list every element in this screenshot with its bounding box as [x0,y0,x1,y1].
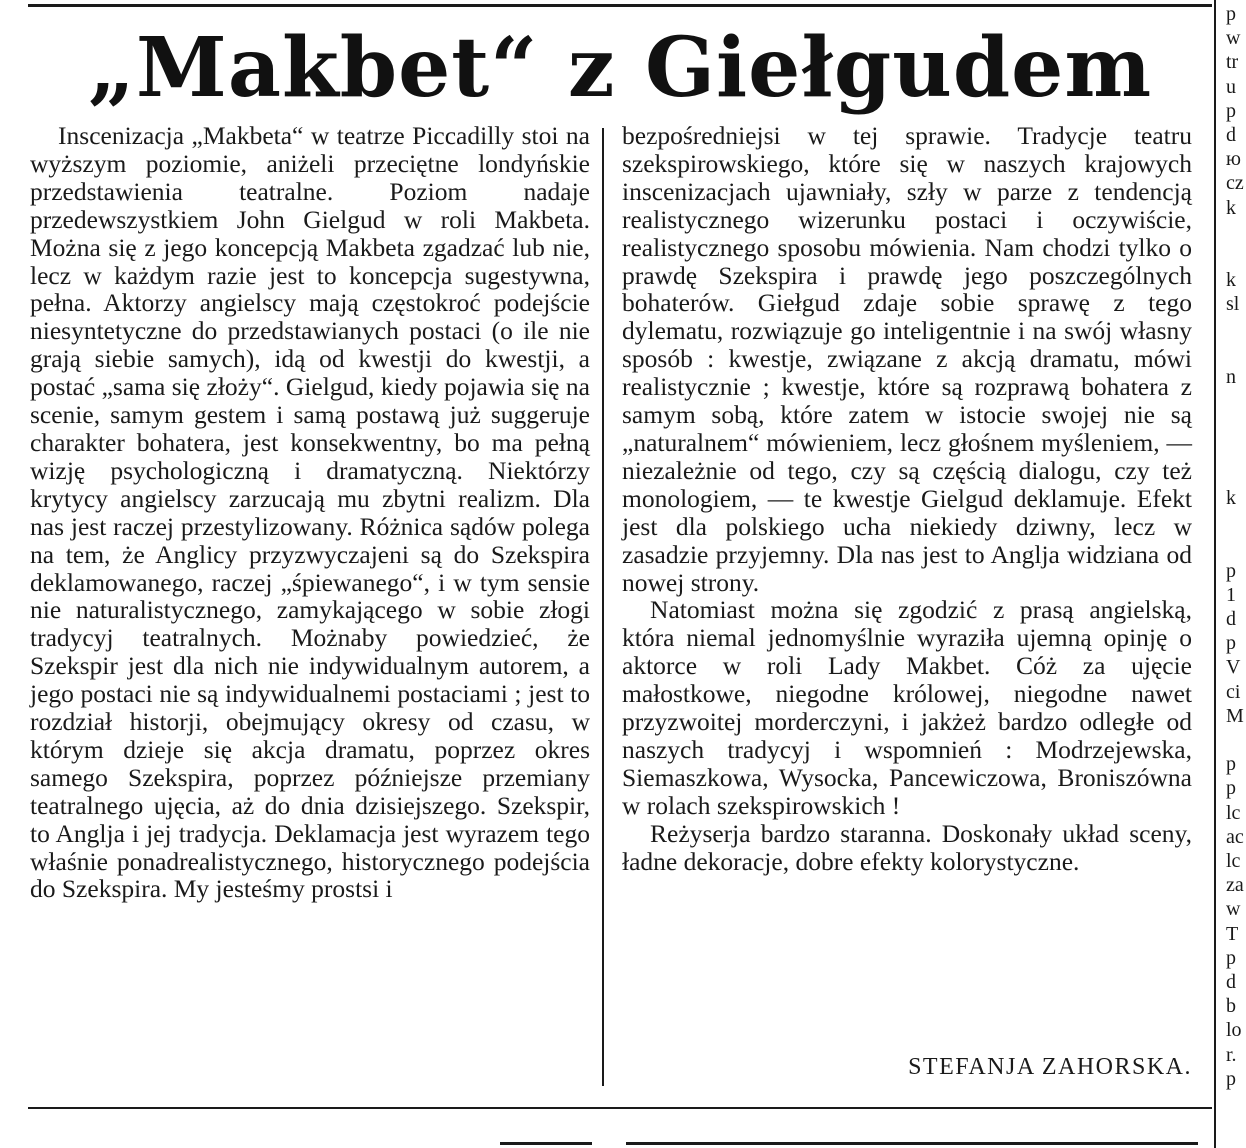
paragraph: Natomiast można się zgodzić z prasą angielską, która niemal jednomyślnie wyraziła ujemną opinję o aktorce w roli Lady Makbet. Cóż za ujęcie małostkowe, niegodne królowej, niegodne nawet przyzwoitej morderczyni, i jakżeż bardzo odległe od naszych tradycyj i wspomnień : Modrzejewska, Siemaszkowa, Wysocka, Pancewiczowa, Broniszówna w rolach szekspirowskich ! [622,595,1192,820]
edge-fragment: ю [1226,148,1241,171]
adjacent-column-edge [1226,0,1246,1148]
gutter-rule [1214,0,1216,1148]
edge-fragment: b [1226,995,1236,1018]
edge-fragment: lo [1226,1019,1242,1042]
edge-fragment: p [1226,632,1236,655]
edge-fragment: tr [1226,51,1239,74]
edge-fragment: k [1226,487,1236,509]
edge-fragment: cz [1226,172,1244,195]
edge-fragment: T [1226,922,1239,945]
edge-fragment: d [1226,608,1236,630]
edge-fragment: ci [1226,680,1241,703]
edge-fragment: u [1226,75,1236,98]
edge-fragment: za [1226,874,1244,897]
edge-fragment: k [1226,269,1236,292]
paragraph: Inscenizacja „Makbeta“ w teatrze Piccadilly stoi na wyższym poziomie, aniżeli przeciętne londyńskie przedstawienia teatralne. Poziom nadaje przedewszystkiem John Gielgud w roli Makbeta. Można się z jego koncepcją Makbeta zgadzać lub nie, lecz w każdym razie jest to koncepcja sugestywna, pełna. Aktorzy angielscy mają częstokroć podejście niesyntetyczne do przedstawianych postaci (o ile nie grają siebie samych), idą od kwestji do kwestji, a postać „sama się złoży“. Gielgud, kiedy pojawia się na scenie, samym gestem i samą postawą już suggeruje charakter bohatera, jest konsekwentny, bo ma pełną wizję psychologiczną i dramatyczną. Niektórzy krytycy angielscy zarzucają mu zbytni realizm. Dla nas jest raczej przestylizowany. Różnica sądów polega na tem, że Anglicy przyzwyczajeni są do Szekspira deklamowanego, raczej „śpiewanego“, i w tym sensie nie naturalistycznego, zamykającego w sobie złogi tradycyj teatralnych. Możnaby powiedzieć, że Szekspir jest dla nich nie indywidualnym autorem, a jego postaci nie są indywidualnemi postaciami ; jest to rozdział historji, obejmujący okresy od czasu, w którym dzieje się akcja dramatu, poprzez okres samego Szekspira, poprzez późniejsze przemiany teatralnego ujęcia, aż do dnia dzisiejszego. Szekspir, to Anglja i jej tradycja. Deklamacja jest wyrazem tego właśnie ponadrealistycznego, historycznego podejścia do Szekspira. My jesteśmy prostsi i [30,121,590,904]
edge-fragment: p [1226,1067,1236,1090]
edge-fragment: w [1226,27,1241,50]
edge-fragment: k [1226,196,1236,219]
footer-rule-right [626,1142,1198,1145]
article-column-right [622,122,1192,875]
bottom-rule [28,1107,1212,1109]
edge-fragment: lc [1226,850,1241,872]
edge-fragment: sl [1226,293,1240,316]
author-byline: STEFANJA ZAHORSKA. [908,1054,1192,1080]
edge-fragment: V [1226,656,1241,679]
edge-fragment: w [1226,898,1241,921]
edge-fragment: n [1226,366,1236,388]
edge-fragment: p [1226,946,1236,969]
edge-fragment: ac [1226,825,1244,848]
edge-fragment: lc [1226,801,1241,824]
top-rule [28,4,1212,7]
edge-fragment: M [1226,704,1244,727]
paragraph: Reżyserja bardzo staranna. Doskonały układ sceny, ładne dekoracje, dobre efekty kolorystyczne. [622,818,1192,876]
article-column-left [30,122,590,903]
paragraph: bezpośredniejsi w tej sprawie. Tradycje teatru szekspirowskiego, które się w naszych krajowych inscenizacjach ujawniały, szły w parze z tendencją realistycznego wizerunku postaci i oczywiście, realistycznego sposobu mówienia. Nam chodzi tylko o prawdę Szekspira i prawdę jego poszczególnych bohaterów. Giełgud zdaje sobie sprawę z tego dylematu, rozwiązuje go inteligentnie i na swój własny sposób : kwestje, związane z akcją dramatu, mówi realistycznie ; kwestje, które są rozprawą bohatera z samym sobą, które zatem w istocie swojej nie są „naturalnem“ mówieniem, lecz głośnem myśleniem, — niezależnie od tego, czy są częścią dialogu, czy też monologiem, — te kwestje Gielgud deklamuje. Efekt jest dla polskiego ucha niekiedy dziwny, lecz w zasadzie przyjemny. Dla nas jest to Anglja widziana od nowej strony. [622,121,1192,597]
edge-fragment: 1 [1226,583,1236,606]
footer-rule-left [500,1142,592,1145]
article-title: „Makbet“ z Giełgudem [87,20,1153,116]
edge-fragment: r. [1226,1043,1237,1066]
edge-fragment: d [1226,971,1236,993]
edge-fragment: p [1226,753,1236,776]
column-divider [602,128,604,1086]
edge-fragment: p [1226,99,1236,122]
edge-fragment: p [1226,3,1236,25]
edge-fragment: p [1226,559,1236,582]
edge-fragment: d [1226,124,1236,146]
edge-fragment: p [1226,777,1236,800]
